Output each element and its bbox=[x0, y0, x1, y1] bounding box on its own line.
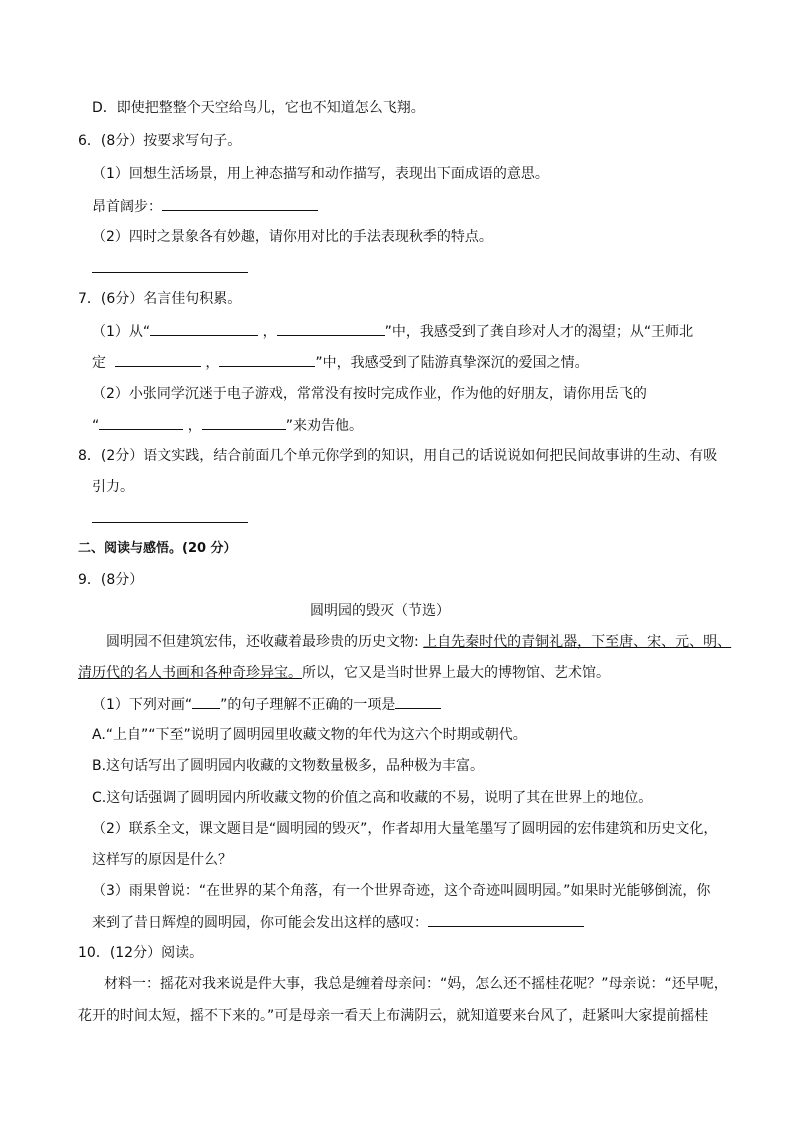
question-9-part-1 bbox=[92, 694, 441, 715]
question-9-part-2-line-2: 这样写的原因是什么？ bbox=[92, 852, 232, 868]
answer-blank[interactable] bbox=[162, 196, 318, 211]
question-text: ”中，我感受到了龚自珍对人才的渴望；从“王师北 bbox=[384, 324, 694, 340]
question-9-part-3: （3）雨果曾说：“在世界的某个角落，有一个世界奇迹，这个奇迹叫圆明园。”如果时光能够倒流，你 bbox=[92, 883, 711, 899]
answer-blank[interactable] bbox=[99, 415, 183, 430]
option-c: C.这句话强调了圆明园内所收藏文物的价值之高和收藏的不易，说明了其在世界上的地位。 bbox=[92, 790, 653, 806]
question-text: 来到了昔日辉煌的圆明园，你可能会发出这样的感叹： bbox=[92, 915, 428, 931]
idiom-label: 昂首阔步： bbox=[92, 199, 162, 215]
question-text: ， bbox=[187, 418, 202, 434]
answer-blank-line bbox=[92, 508, 248, 529]
question-7-part-2-line-2 bbox=[92, 415, 363, 436]
question-8-heading: 8．(2分）语文实践，结合前面几个单元你学到的知识，用自己的话说说如何把民间故事讲的生动、有吸 bbox=[78, 448, 718, 464]
passage-paragraph-line-1 bbox=[106, 632, 731, 652]
question-text: （1）下列对画“ bbox=[92, 697, 193, 713]
question-text: ， bbox=[205, 355, 220, 371]
answer-blank[interactable] bbox=[150, 321, 258, 336]
question-6-part-2: （2）四时之景象各有妙趣，请你用对比的手法表现秋季的特点。 bbox=[92, 229, 493, 245]
question-9-heading: 9．(8分） bbox=[78, 572, 144, 588]
option-a: A.“上自”“下至”说明了圆明园里收藏文物的年代为这六个时期或朝代。 bbox=[92, 727, 527, 743]
question-10-heading: 10．(12分）阅读。 bbox=[78, 945, 204, 961]
answer-blank[interactable] bbox=[92, 508, 248, 523]
underlined-sentence: 上自先秦时代的青铜礼器，下至唐、宋、元、明、 bbox=[423, 634, 732, 650]
question-9-part-2: （2）联系全文，课文题目是“圆明园的毁灭”，作者却用大量笔墨写了圆明园的宏伟建筑和历史文化， bbox=[92, 821, 718, 837]
question-text: 定 bbox=[92, 355, 106, 371]
section-2-heading: 二、阅读与感悟。(20 分） bbox=[78, 541, 237, 556]
answer-blank[interactable] bbox=[192, 694, 220, 709]
question-text: “ bbox=[92, 418, 100, 434]
question-7-part-1-line-2 bbox=[92, 352, 589, 373]
question-text: ”中，我感受到了陆游真挚深沉的爱国之情。 bbox=[315, 355, 589, 371]
question-7-part-1-line-1 bbox=[92, 321, 693, 342]
question-7-heading: 7．(6分）名言佳句积累。 bbox=[78, 291, 242, 307]
option-d-line: D．即使把整整个天空给鸟儿，它也不知道怎么飞翔。 bbox=[92, 100, 425, 116]
answer-blank[interactable] bbox=[202, 415, 286, 430]
answer-blank[interactable] bbox=[115, 352, 201, 367]
underlined-sentence: 清历代的名人书画和各种奇珍异宝。 bbox=[78, 665, 302, 681]
question-6-idiom-line bbox=[92, 196, 318, 217]
answer-blank[interactable] bbox=[428, 912, 584, 927]
question-6-heading: 6．(8分）按要求写句子。 bbox=[78, 133, 242, 149]
question-text: ， bbox=[262, 324, 277, 340]
passage-text: 圆明园不但建筑宏伟，还收藏着最珍贵的历史文物: bbox=[106, 634, 424, 650]
answer-blank[interactable] bbox=[395, 694, 441, 709]
material-1-line-1: 材料一：摇花对我来说是件大事，我总是缠着母亲问：“妈，怎么还不摇桂花呢？”母亲说：“还早呢， bbox=[104, 976, 728, 992]
question-9-part-3-line-2 bbox=[92, 912, 584, 933]
question-text: ”来劝告他。 bbox=[285, 418, 363, 434]
answer-blank[interactable] bbox=[92, 258, 248, 273]
question-text: （1）从“ bbox=[92, 324, 151, 340]
question-8-line-2: 引力。 bbox=[92, 479, 134, 495]
question-text: ”的句子理解不正确的一项是 bbox=[220, 697, 396, 713]
question-7-part-2: （2）小张同学沉迷于电子游戏，常常没有按时完成作业，作为他的好朋友，请你用岳飞的 bbox=[92, 386, 647, 402]
passage-paragraph-line-2 bbox=[78, 663, 610, 683]
answer-blank[interactable] bbox=[277, 321, 385, 336]
answer-blank[interactable] bbox=[219, 352, 315, 367]
answer-blank-line bbox=[92, 258, 248, 279]
passage-title: 圆明园的毁灭（节选） bbox=[310, 603, 450, 619]
question-6-part-1: （1）回想生活场景，用上神态描写和动作描写，表现出下面成语的意思。 bbox=[92, 166, 549, 182]
material-1-line-2: 花开的时间太短，摇不下来的。”可是母亲一看天上布满阴云，就知道要来台风了，赶紧叫大家提前摇桂 bbox=[78, 1008, 709, 1024]
option-b: B.这句话写出了圆明园内收藏的文物数量极多，品种极为丰富。 bbox=[92, 758, 485, 774]
passage-text: 所以，它又是当时世界上最大的博物馆、艺术馆。 bbox=[302, 665, 610, 681]
